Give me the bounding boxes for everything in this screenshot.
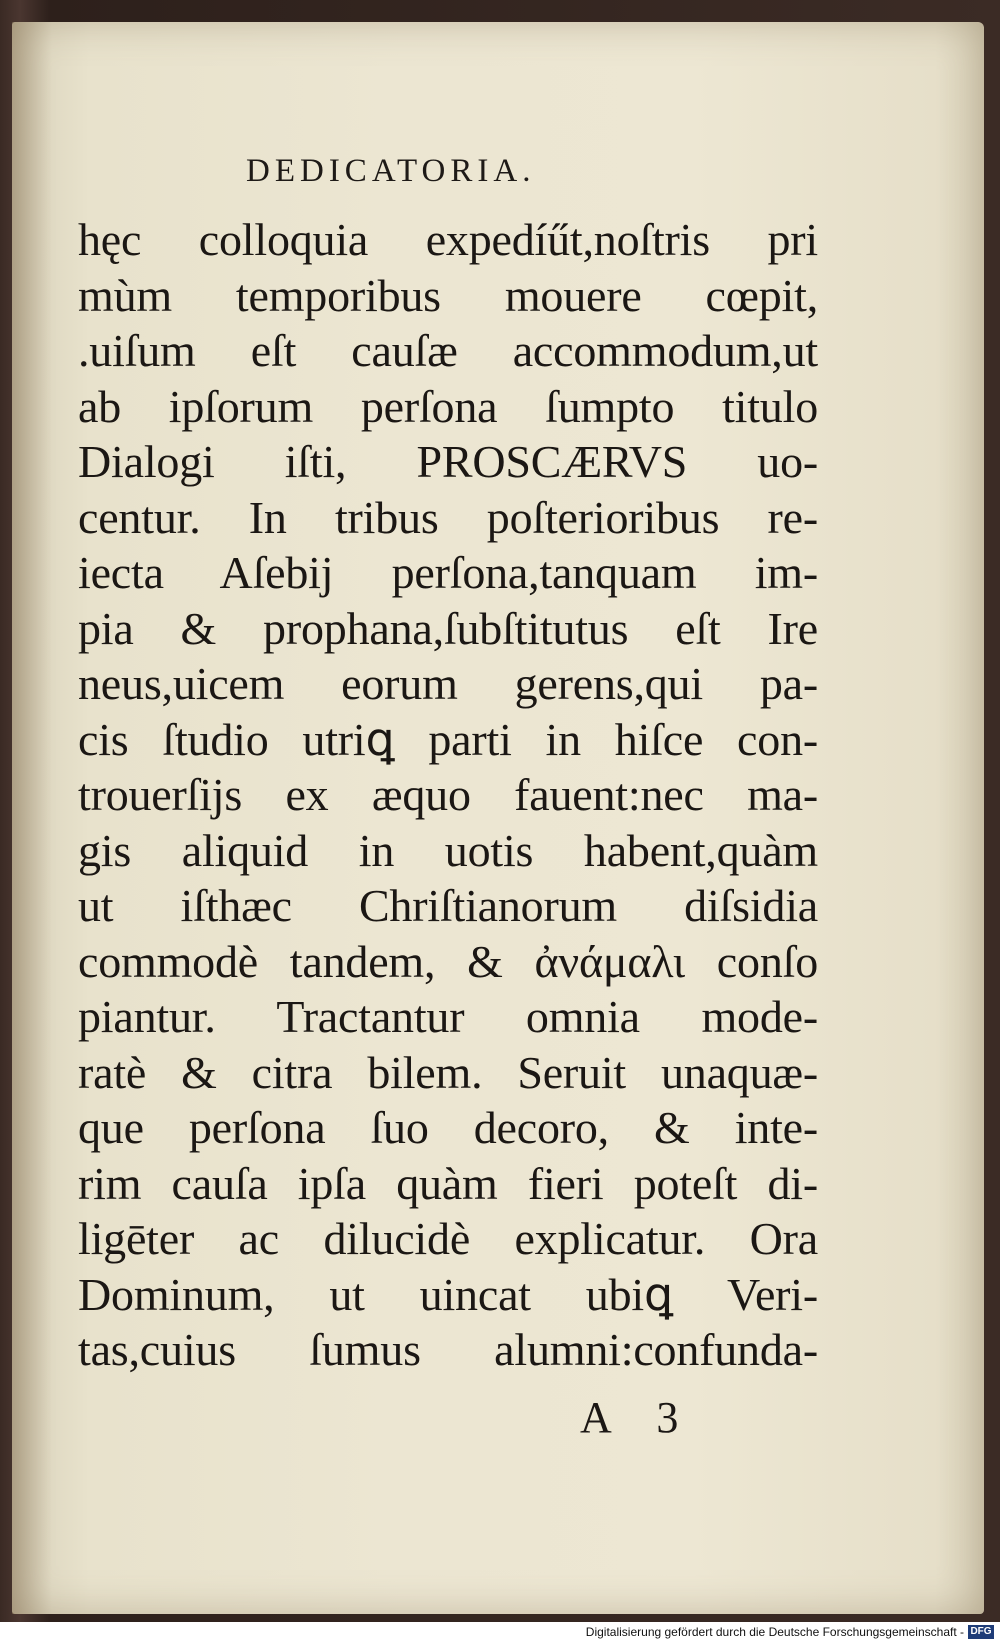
text-line: mùm temporibus mouere cœpit,: [78, 269, 818, 321]
text-line: gis aliquid in uotis habent,quàm: [78, 824, 818, 876]
text-line: piantur. Tractantur omnia mode-: [78, 991, 818, 1042]
text-line: neus,uicem eorum gerens,qui pa-: [78, 658, 818, 709]
body-text: [78, 212, 818, 1378]
text-line: que perſona ſuo decoro, & inte-: [78, 1102, 818, 1153]
text-line: cis ſtudio utriꝗ parti in hiſce con-: [78, 713, 818, 765]
gutter-shadow: [12, 22, 52, 1614]
text-line: tas,cuius ſumus alumni:confunda-: [78, 1324, 818, 1375]
running-head: DEDICATORIA.: [246, 153, 536, 189]
text-line: trouerſijs ex æquo fauent:nec ma-: [78, 769, 818, 820]
text-line: hęc colloquia expedíűt,noſtris pri: [78, 214, 818, 265]
text-line: iecta Aſebij perſona,tanquam im-: [78, 547, 818, 598]
text-line: ut iſthæc Chriſtianorum diſsidia: [78, 880, 818, 931]
signature-mark: A 3: [580, 1393, 697, 1442]
text-line: ratè & citra bilem. Seruit unaquæ-: [78, 1046, 818, 1098]
text-line: centur. In tribus poſterioribus re-: [78, 491, 818, 543]
text-line: commodè tandem, & ἀνάμαλι conſo: [78, 935, 818, 987]
text-line: pia & prophana,ſubſtitutus eſt Ire: [78, 602, 818, 654]
text-line: Dominum, ut uincat ubiꝗ Veri-: [78, 1268, 818, 1320]
digitization-footer: [0, 1622, 1000, 1644]
dfg-logo: DFG: [968, 1625, 994, 1639]
text-line: Dialogi iſti, PROSCÆRVS uo-: [78, 436, 818, 487]
text-line: ligēter ac dilucidè explicatur. Ora: [78, 1213, 818, 1264]
text-line: rim cauſa ipſa quàm fieri poteſt di-: [78, 1157, 818, 1209]
text-line: ab ipſorum perſona ſumpto titulo: [78, 380, 818, 432]
text-line: .uiſum eſt cauſæ accommodum,ut: [78, 325, 818, 376]
funding-credit: Digitalisierung gefördert durch die Deutsche Forschungsgemeinschaft -: [585, 1625, 964, 1639]
